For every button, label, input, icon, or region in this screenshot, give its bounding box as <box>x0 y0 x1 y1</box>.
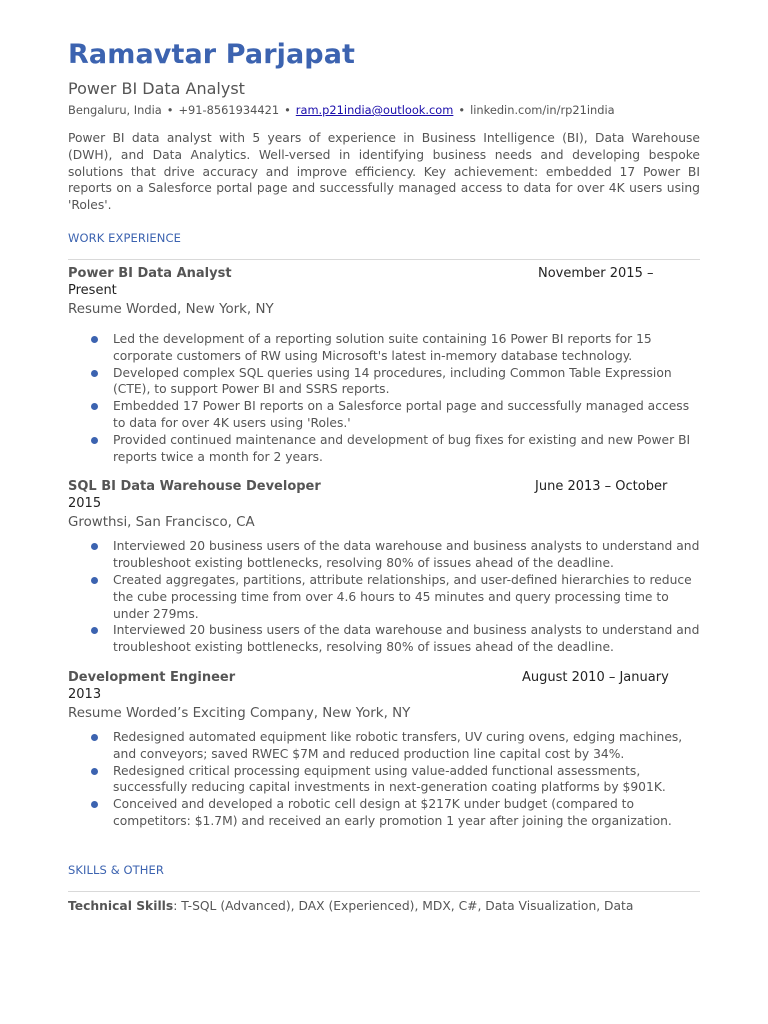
job-company: Growthsi, San Francisco, CA <box>68 515 255 531</box>
summary-paragraph: Power BI data analyst with 5 years of experience in Business Intelligence (BI), Data Warehouse (DWH), and Data Analytics. Well-versed in identifying business needs and developing bespoke solutions that drive accuracy and improve efficiency. Key achievement: embedded 17 Power BI reports on a Salesforce portal page and successfully managed access to data for over 4K users using 'Roles'. <box>68 131 700 213</box>
list-item <box>68 432 700 466</box>
skills-label: Technical Skills <box>68 898 174 913</box>
bullet-text: Redesigned critical processing equipment using value-added functional assessments, successfully reducing capital investments in next-generation coating platforms by $901K. <box>113 763 666 795</box>
section-divider <box>68 259 700 260</box>
list-item <box>68 796 700 830</box>
job-header <box>68 669 700 686</box>
list-item <box>68 763 700 797</box>
job-dates-continued: Present <box>68 282 117 298</box>
job-bullets <box>68 538 700 656</box>
job-entry <box>68 265 700 465</box>
bullet-text: Interviewed 20 business users of the data warehouse and business analysts to understand and troubleshoot existing bottlenecks, resolving 80% of issues ahead of the deadline. <box>113 623 700 655</box>
bullet-icon <box>91 437 98 444</box>
candidate-headline: Power BI Data Analyst <box>68 79 245 98</box>
bullet-icon <box>91 801 98 808</box>
bullet-text: Created aggregates, partitions, attribute relationships, and user-defined hierarchies to reduce the cube processing time from over 4.6 hours to 45 minutes and query processing time to under 279ms. <box>113 572 692 621</box>
job-bullets <box>68 729 700 830</box>
candidate-name: Ramavtar Parjapat <box>68 39 356 70</box>
bullet-icon <box>91 403 98 410</box>
job-title: Power BI Data Analyst <box>68 265 232 281</box>
phone: +91-8561934421 <box>178 103 280 117</box>
bullet-text: Embedded 17 Power BI reports on a Salesforce portal page and successfully managed access to data for over 4K users using 'Roles.' <box>113 399 690 430</box>
skills-text: : T-SQL (Advanced), DAX (Experienced), MDX, C#, Data Visualization, Data <box>173 898 634 913</box>
job-title: SQL BI Data Warehouse Developer <box>68 479 321 495</box>
job-dates: June 2013 – October <box>535 479 668 495</box>
resume-page <box>68 36 700 915</box>
bullet-icon <box>91 336 98 343</box>
bullet-text: Conceived and developed a robotic cell design at $217K under budget (compared to competitors: $1.7M) and received an early promotion 1 year after joining the organization. <box>113 797 672 828</box>
location: Bengaluru, India <box>68 103 162 117</box>
bullet-icon <box>91 543 98 550</box>
list-item <box>68 729 700 763</box>
list-item <box>68 331 700 365</box>
bullet-text: Redesigned automated equipment like robotic transfers, UV curing ovens, edging machines, and conveyors; saved RWEC $7M and reduced production line capital cost by 34%. <box>113 729 683 761</box>
bullet-text: Led the development of a reporting solution suite containing 16 Power BI reports for 15 corporate customers of RW using Microsoft's latest in-memory database technology. <box>113 331 652 363</box>
bullet-text: Interviewed 20 business users of the data warehouse and business analysts to understand and troubleshoot existing bottlenecks, resolving 80% of issues ahead of the deadline. <box>113 539 700 571</box>
separator: • <box>284 103 291 117</box>
list-item <box>68 365 700 399</box>
section-title-skills: SKILLS & OTHER <box>68 862 165 877</box>
bullet-icon <box>91 768 98 775</box>
section-title-work-experience: WORK EXPERIENCE <box>68 230 182 245</box>
job-company: Resume Worded’s Exciting Company, New York, NY <box>68 705 411 721</box>
job-dates-continued: 2013 <box>68 686 102 702</box>
job-company: Resume Worded, New York, NY <box>68 301 274 317</box>
job-entry <box>68 669 700 830</box>
list-item <box>68 538 700 572</box>
job-header <box>68 478 700 495</box>
bullet-icon <box>91 627 98 634</box>
bullet-icon <box>91 734 98 741</box>
email-link[interactable]: ram.p21india@outlook.com <box>295 103 454 117</box>
job-header <box>68 265 700 282</box>
contact-line <box>68 102 700 118</box>
section-divider <box>68 891 700 892</box>
list-item <box>68 398 700 432</box>
job-bullets <box>68 331 700 465</box>
list-item <box>68 622 700 656</box>
skills-line <box>68 898 700 915</box>
bullet-text: Provided continued maintenance and development of bug fixes for existing and new Power BI reports twice a month for 2 years. <box>113 432 691 464</box>
job-entry <box>68 478 700 656</box>
job-dates: November 2015 – <box>538 265 654 281</box>
separator: • <box>166 103 174 117</box>
bullet-icon <box>91 577 98 584</box>
separator: • <box>458 103 466 117</box>
bullet-text: Developed complex SQL queries using 14 procedures, including Common Table Expression (CTE), to support Power BI and SSRS reports. <box>113 365 672 397</box>
list-item <box>68 572 700 622</box>
bullet-icon <box>91 370 98 377</box>
job-dates: August 2010 – January <box>522 669 669 685</box>
linkedin-url: linkedin.com/in/rp21india <box>470 103 615 117</box>
job-title: Development Engineer <box>68 669 236 685</box>
job-dates-continued: 2015 <box>68 496 102 512</box>
